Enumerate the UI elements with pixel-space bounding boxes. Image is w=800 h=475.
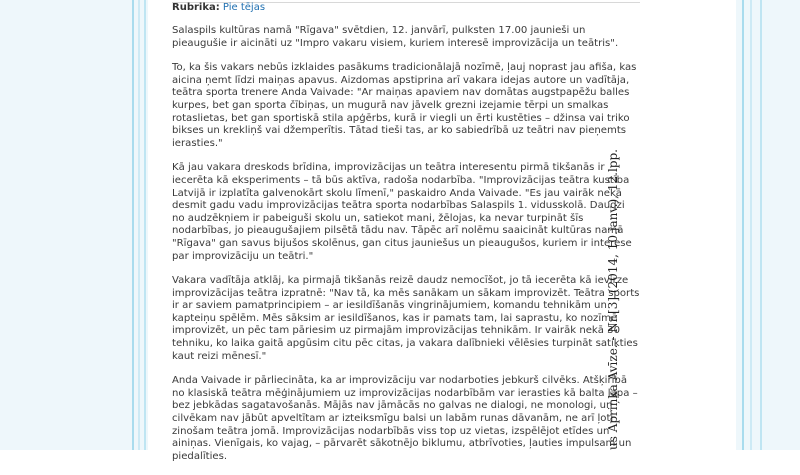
article-paragraph: Anda Vaivade ir pārliecināta, ka ar improvizāciju var nodarboties jebkurš cilvēks. Atšķirībā no klasiskā teātra mēģinājumiem uz improvizācijas nodarbībām var ierasties kā balta lapa – bez jebkādas sagatavošanās. Mājās nav jāmācās no galvas ne dialogi, ne monologi, un cilvēkam nav jābūt apveltītam ar izteiksmīgu balsi un labām runas dāvanām, ne arī ļoti zinošam teātra jomā. Improvizācijas nodarbībās viss top uz vietas, izspēlējot etīdes un ainiņas. Vienīgais, ko vajag, – pārvarēt sākotnējo biklumu, atbrīvoties, ļauties impulsam un piedalīties. (172, 375, 638, 462)
article-body (172, 25, 640, 475)
frame-stripe (144, 0, 146, 450)
right-decorative-frame (736, 0, 800, 450)
article-paragraph: Vakara vadītāja atklāj, ka pirmajā tikšanās reizē daudz nemocīšot, jo tā iecerēta kā ievirze improvizācijas teātra izpratnē: "Nav tā, ka mēs sanākam un sākam improvizēt. Teātra sports ir ar saviem pamatprincipiem – ar iesildīšanās vingrinājumiem, komandu tehnikām un kapteiņu spēlēm. Mēs sāksim ar iesildīšanos, kas ir pamats tam, lai saprastu, ko nozīmē improvizēt, un pēc tam pāriesim uz pirmajām improvizācijas tehnikām. Ir vairāk nekā 30 tehniku, ko laika gaitā apgūsim citu pēc citas, ja vakara dalībnieki vēlēsies turpināt satikties kaut reizi mēnesī." (172, 275, 640, 362)
article-paragraph: To, ka šis vakars nebūs izklaides pasākums tradicionālajā nozīmē, ļauj noprast jau afiša, kas aicina ņemt līdzi maiņas apavus. Aizdomas apstiprina arī vakara idejas autore un vadītāja, teātra sporta trenere Anda Vaivade: "Ar maiņas apaviem nav domātas augstpapēžu balles kurpes, bet gan sporta čībiņas, un mugurā nav jāvelk grezni izejamie tērpi un smalkas rotaslietas, bet gan sportiskā stila apģērbs, kurā ir viegli un ērti kustēties – džinsa vai triko bikses un krekliņš vai džemperītis. Tātad tieši tas, ar ko sabiedrībā uz teātri nav pieņemts ierasties." (172, 62, 637, 149)
article-paragraph: Kā jau vakara dreskods brīdina, improvizācijas un teātra interesentu pirmā tikšanās ir iecerēta kā eksperiments – tā būs aktīva, radoša nodarbība. "Improvizācijas teātra kustība Latvijā ir izplatīta galvenokārt skolu līmenī," paskaidro Anda Vaivade. "Es jau vairāk nekā desmit gadu vadu improvizācijas teātra sporta nodarbības Salaspils 1. vidusskolā. Daudzi no audzēkņiem ir pabeiguši skolu un, satiekot mani, žēlojas, ka nevar turpināt šīs nodarbības, jo pieaugušajiem pilsētā tādu nav. Tāpēc arī nolēmu saaicināt kultūras namā "Rīgava" gan savus bijušos skolēnus, gan citus jauniešus un pieaugušos, kuriem ir interese par improvizāciju un teātri." (172, 162, 632, 262)
source-caption-text: us Apriņķa Avīze. - Nr.[3] (2014, 10.janv.), 12.lpp. (606, 149, 620, 450)
frame-stripe (132, 0, 134, 450)
frame-stripe (750, 0, 752, 450)
frame-stripe (760, 0, 762, 450)
source-caption (604, 149, 622, 450)
article-paragraph: Salaspils kultūras namā "Rīgava" svētdien, 12. janvārī, pulksten 17.00 jaunieši un pieaugušie ir aicināti uz "Impro vakaru visiem, kuriem interesē improvizācija un teātris". (172, 25, 619, 49)
frame-stripe (138, 0, 140, 450)
article-document (172, 0, 640, 462)
rubric-link[interactable]: Pie tējas (222, 2, 266, 13)
rubric-line (172, 2, 265, 14)
frame-stripe (742, 0, 744, 450)
left-decorative-frame (0, 0, 148, 450)
rubric-label: Rubrika: (172, 2, 220, 13)
